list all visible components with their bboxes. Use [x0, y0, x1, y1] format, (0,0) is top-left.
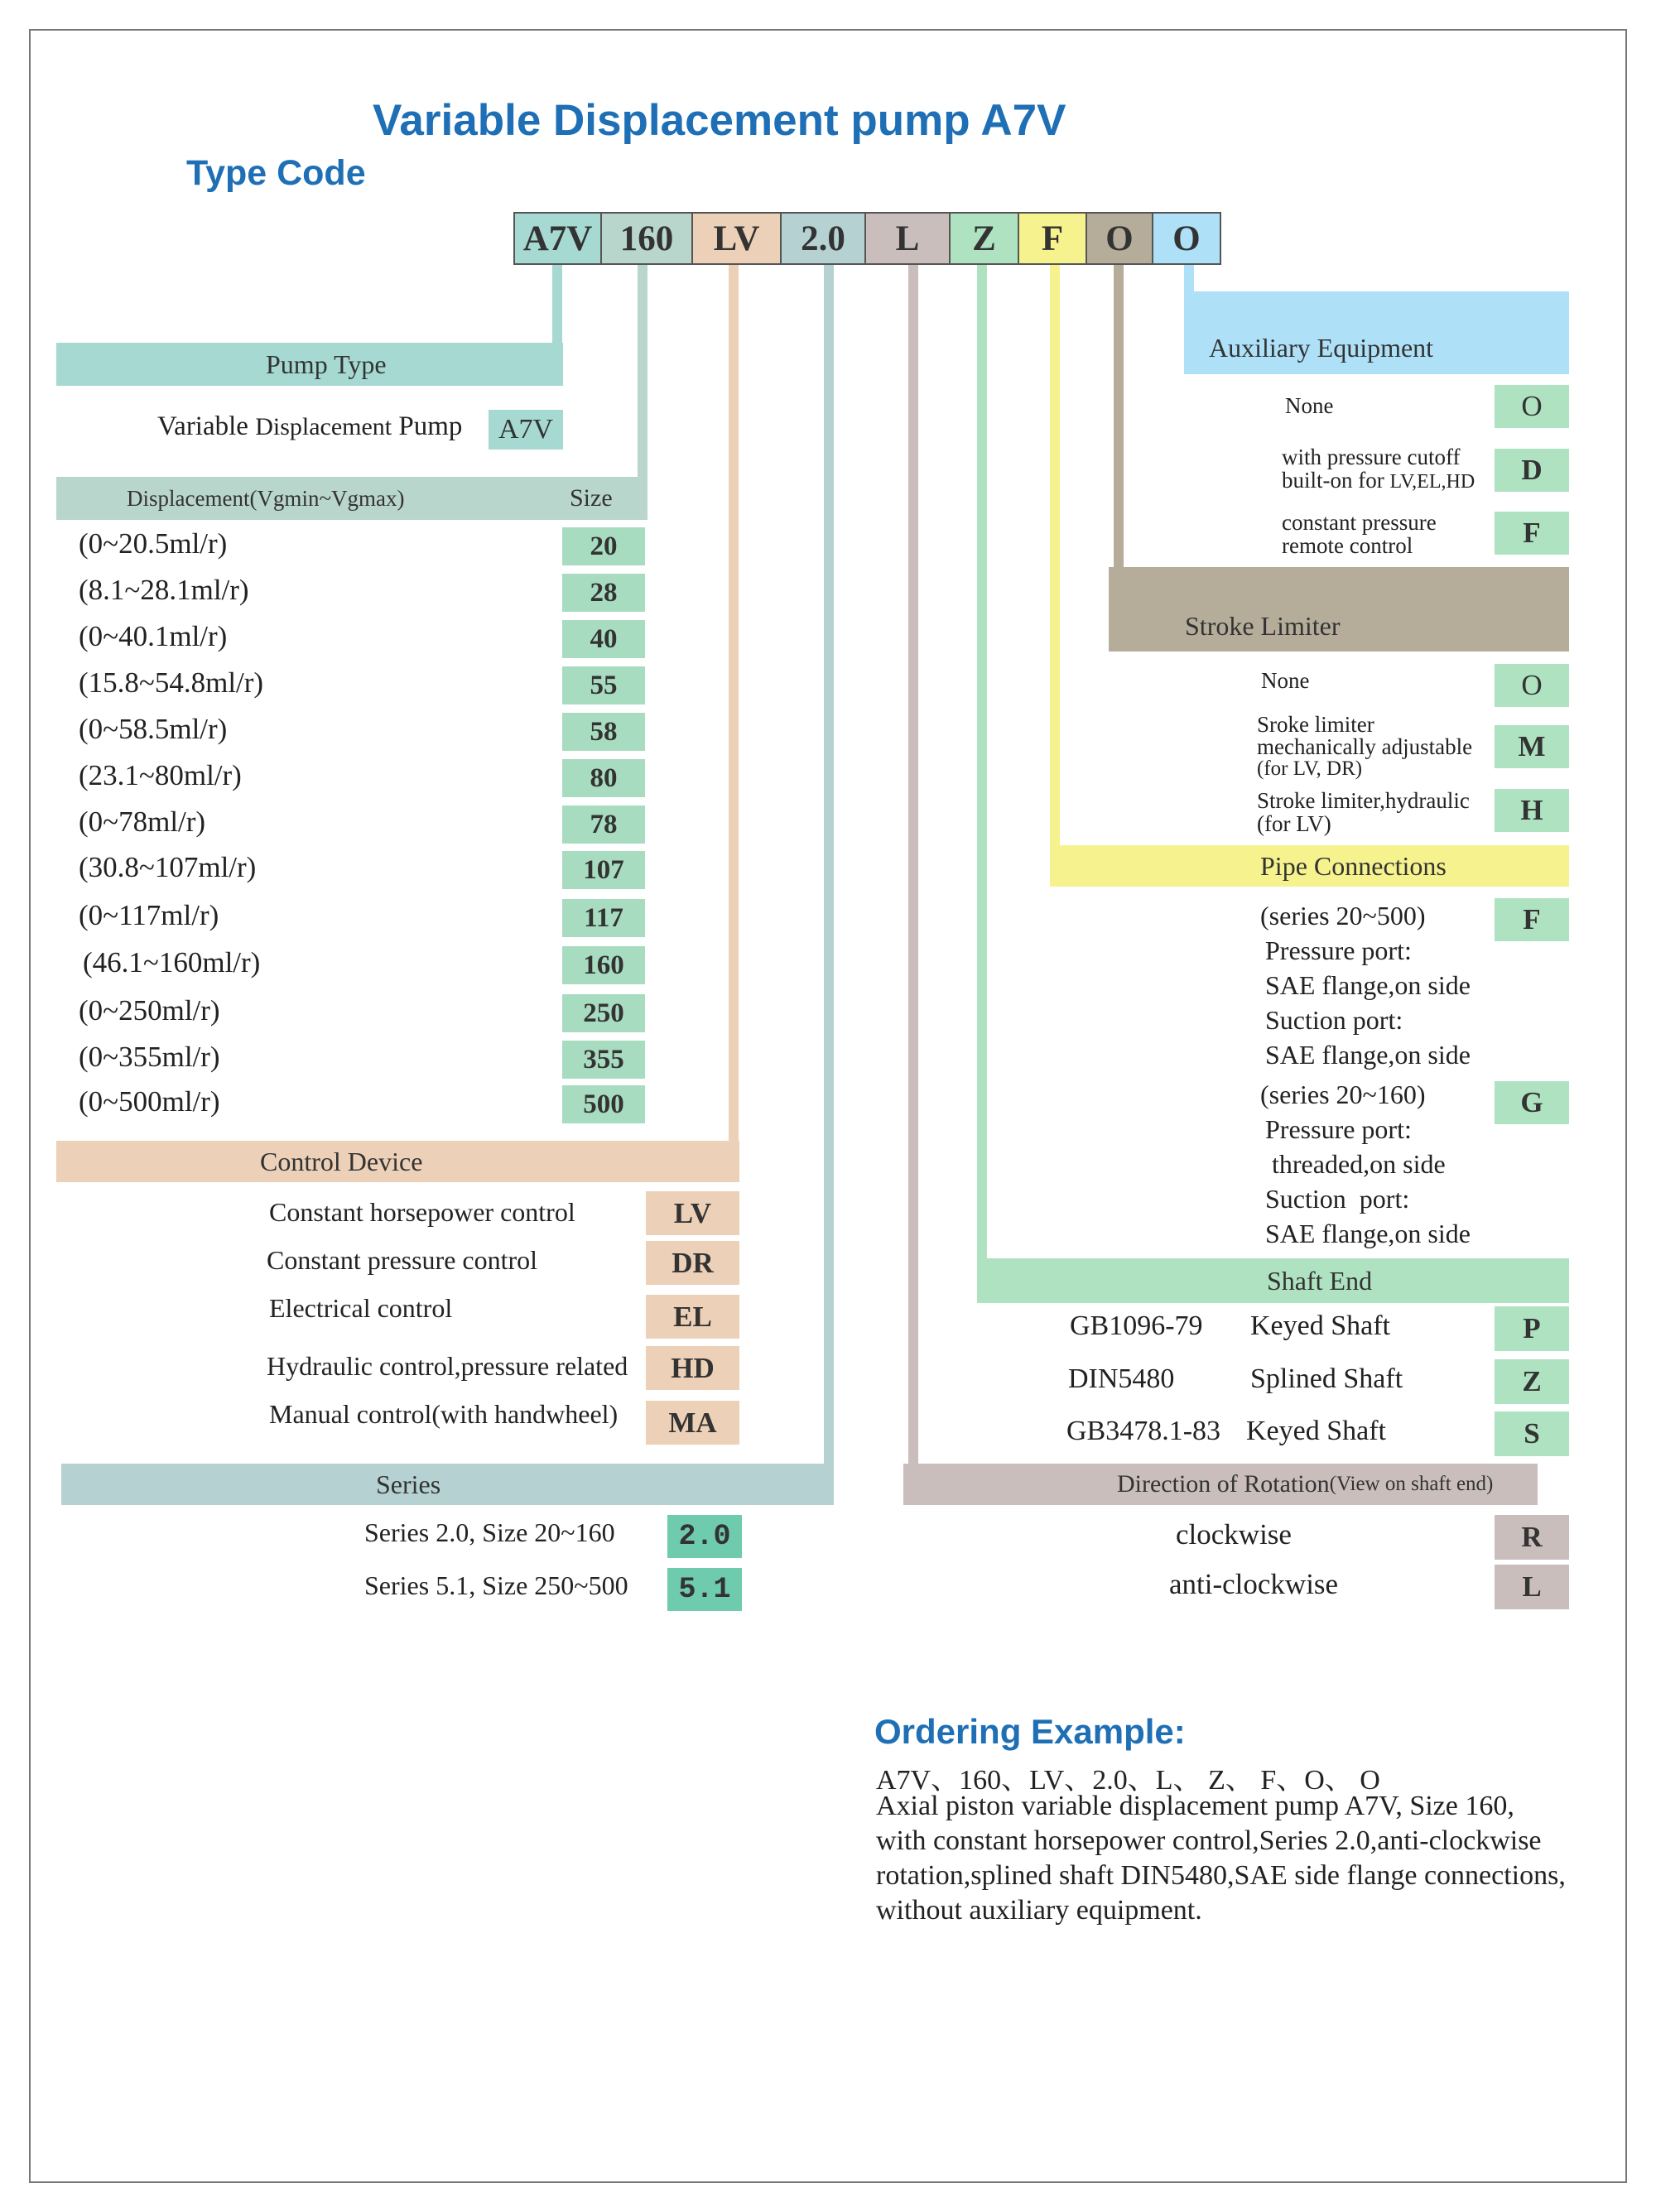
rotation-code: R: [1495, 1515, 1569, 1560]
code-box-pump: A7V: [513, 212, 602, 265]
size-code: 20: [562, 527, 645, 565]
stroke-mech-line3: (for LV, DR): [1257, 757, 1363, 780]
code-box-pipe: F: [1019, 212, 1087, 265]
displacement-range: (46.1~160ml/r): [83, 946, 261, 979]
connector-stroke: [1114, 265, 1124, 584]
control-device-code: DR: [646, 1241, 739, 1285]
displacement-range: (0~40.1ml/r): [79, 620, 228, 652]
code-box-series: 2.0: [782, 212, 866, 265]
displacement-range: (0~20.5ml/r): [79, 527, 228, 560]
shaft-standard: DIN5480: [1068, 1363, 1175, 1394]
pump-type-header: [56, 343, 563, 386]
size-code: 58: [562, 713, 645, 751]
connector-control: [729, 265, 739, 1142]
page-title: Variable Displacement pump A7V: [373, 96, 1066, 145]
pipe-description-line: Suction port:: [1265, 1184, 1410, 1214]
shaft-standard: GB3478.1-83: [1066, 1416, 1221, 1446]
displacement-range: (23.1~80ml/r): [79, 759, 242, 791]
stroke-hyd-label: [1257, 789, 1470, 836]
aux-cutoff-label: [1282, 445, 1475, 493]
stroke-mech-line2: mechanically adjustable: [1257, 734, 1473, 759]
size-code: 500: [562, 1085, 645, 1123]
connector-pipe: [1050, 265, 1060, 886]
pump-type-code: A7V: [489, 410, 563, 450]
pipe-f-code: F: [1495, 898, 1569, 941]
type-code-heading: Type Code: [186, 153, 366, 193]
shaft-code: P: [1495, 1306, 1569, 1351]
aux-remote-code: F: [1495, 512, 1569, 555]
ordering-example-line: Axial piston variable displacement pump A7V, Size 160,: [876, 1791, 1514, 1821]
auxiliary-header: [1184, 291, 1569, 374]
pipe-f-description: [1260, 898, 1471, 1072]
rotation-header-label: Direction of Rotation: [1117, 1470, 1330, 1498]
stroke-limiter-header-label: Stroke Limiter: [1185, 610, 1341, 641]
pipe-description-line: (series 20~500): [1260, 901, 1426, 930]
connector-shaft: [977, 265, 987, 1282]
displacement-header: [56, 477, 647, 520]
series-header-label: Series: [376, 1469, 441, 1499]
control-device-code: EL: [646, 1295, 739, 1339]
stroke-hyd-line1: Stroke limiter,hydraulic: [1257, 788, 1470, 813]
control-device-code: LV: [646, 1191, 739, 1235]
stroke-none-code: O: [1495, 664, 1569, 707]
displacement-range: (30.8~107ml/r): [79, 851, 257, 883]
ordering-example-code: A7V、160、LV、2.0、L、 Z、 F、O、 O: [876, 1765, 1380, 1796]
size-code: 40: [562, 620, 645, 658]
displacement-range: (15.8~54.8ml/r): [79, 666, 264, 699]
pipe-description-line: Pressure port:: [1265, 935, 1412, 965]
pump-type-header-label: Pump Type: [266, 349, 387, 379]
series-code: 2.0: [667, 1515, 742, 1558]
shaft-code: Z: [1495, 1359, 1569, 1404]
stroke-none-label: None: [1261, 668, 1310, 693]
pipe-description-line: Suction port:: [1265, 1005, 1403, 1035]
connector-series: [824, 265, 834, 1474]
rotation-header: [903, 1464, 1538, 1505]
pipe-description-line: SAE flange,on side: [1265, 970, 1471, 1000]
shaft-end-header-label: Shaft End: [1267, 1265, 1373, 1296]
pipe-g-description: [1260, 1077, 1471, 1251]
code-box-rotation: L: [866, 212, 951, 265]
ordering-example-title: Ordering Example:: [874, 1712, 1186, 1751]
pipe-description-line: threaded,on side: [1265, 1149, 1446, 1179]
shaft-standard: GB1096-79: [1070, 1310, 1203, 1341]
aux-none-label: None: [1285, 393, 1334, 418]
pipe-description-line: (series 20~160): [1260, 1080, 1426, 1109]
code-box-size: 160: [602, 212, 693, 265]
code-box-aux: O: [1153, 212, 1221, 265]
aux-remote-line1: constant pressure: [1282, 510, 1437, 535]
size-code: 80: [562, 759, 645, 797]
pipe-description-line: SAE flange,on side: [1265, 1219, 1471, 1248]
ordering-example-line: rotation,splined shaft DIN5480,SAE side flange connections,: [876, 1860, 1566, 1891]
rotation-header-note: (View on shaft end): [1329, 1473, 1494, 1495]
ordering-example-line: with constant horsepower control,Series 2.0,anti-clockwise: [876, 1825, 1542, 1856]
stroke-hyd-code: H: [1495, 789, 1569, 832]
aux-cutoff-code: D: [1495, 449, 1569, 492]
shaft-type: Keyed Shaft: [1250, 1310, 1391, 1341]
rotation-label: anti-clockwise: [1169, 1568, 1339, 1600]
control-device-label: Constant horsepower control: [269, 1197, 575, 1227]
size-code: 250: [562, 994, 645, 1032]
displacement-range: (0~78ml/r): [79, 805, 206, 838]
code-box-shaft: Z: [951, 212, 1019, 265]
control-device-header: [56, 1141, 739, 1182]
aux-none-code: O: [1495, 385, 1569, 428]
control-device-code: HD: [646, 1346, 739, 1390]
control-device-label: Constant pressure control: [267, 1245, 538, 1275]
displacement-range: (0~58.5ml/r): [79, 713, 228, 745]
stroke-mech-label: [1257, 714, 1472, 779]
control-device-label: Hydraulic control,pressure related: [267, 1351, 628, 1381]
displacement-range: (8.1~28.1ml/r): [79, 574, 249, 606]
code-box-stroke: O: [1087, 212, 1153, 265]
series-header: [61, 1464, 834, 1505]
stroke-hyd-line2: (for LV): [1257, 811, 1331, 837]
size-code: 107: [562, 851, 645, 889]
series-label: Series 2.0, Size 20~160: [364, 1517, 615, 1547]
control-device-code: MA: [646, 1401, 739, 1445]
rotation-code: L: [1495, 1565, 1569, 1609]
displacement-range: (0~500ml/r): [79, 1085, 220, 1118]
stroke-mech-line1: Sroke limiter: [1257, 712, 1374, 737]
connector-rotation: [908, 265, 918, 1474]
pipe-description-line: Pressure port:: [1265, 1114, 1412, 1144]
control-device-label: Electrical control: [269, 1293, 453, 1323]
series-label: Series 5.1, Size 250~500: [364, 1570, 628, 1600]
ordering-example-line: without auxiliary equipment.: [876, 1895, 1202, 1926]
pump-type-label: Variable Displacement Pump: [157, 411, 463, 441]
control-device-header-label: Control Device: [260, 1146, 423, 1176]
size-code: 28: [562, 574, 645, 612]
pipe-description-line: SAE flange,on side: [1265, 1040, 1471, 1070]
size-code: 55: [562, 666, 645, 704]
shaft-end-header: [977, 1258, 1569, 1303]
aux-remote-line2: remote control: [1282, 533, 1413, 559]
size-code: 160: [562, 946, 645, 984]
aux-cutoff-line1: with pressure cutoff: [1282, 445, 1461, 469]
displacement-range: (0~117ml/r): [79, 899, 219, 931]
code-box-control: LV: [693, 212, 782, 265]
shaft-type: Splined Shaft: [1250, 1363, 1403, 1394]
series-code: 5.1: [667, 1568, 742, 1611]
auxiliary-header-label: Auxiliary Equipment: [1209, 332, 1434, 363]
stroke-limiter-header: [1109, 567, 1569, 652]
control-device-label: Manual control(with handwheel): [269, 1399, 619, 1429]
aux-cutoff-line2: built-on for LV,EL,HD: [1282, 468, 1475, 493]
stroke-mech-code: M: [1495, 725, 1569, 768]
displacement-range: (0~250ml/r): [79, 994, 220, 1027]
connector-aux: [1184, 265, 1194, 295]
size-code: 78: [562, 805, 645, 844]
displacement-header-label: Displacement(Vgmin~Vgmax): [127, 485, 405, 511]
size-code: 355: [562, 1041, 645, 1079]
size-code: 117: [562, 899, 645, 937]
shaft-code: S: [1495, 1411, 1569, 1456]
size-header-label: Size: [570, 484, 613, 512]
displacement-range: (0~355ml/r): [79, 1041, 220, 1073]
pipe-connections-header-label: Pipe Connections: [1260, 850, 1447, 881]
pipe-connections-header: [1050, 845, 1569, 887]
aux-remote-label: [1282, 511, 1437, 558]
pipe-g-code: G: [1495, 1081, 1569, 1124]
rotation-label: clockwise: [1176, 1518, 1292, 1551]
shaft-type: Keyed Shaft: [1246, 1416, 1387, 1446]
